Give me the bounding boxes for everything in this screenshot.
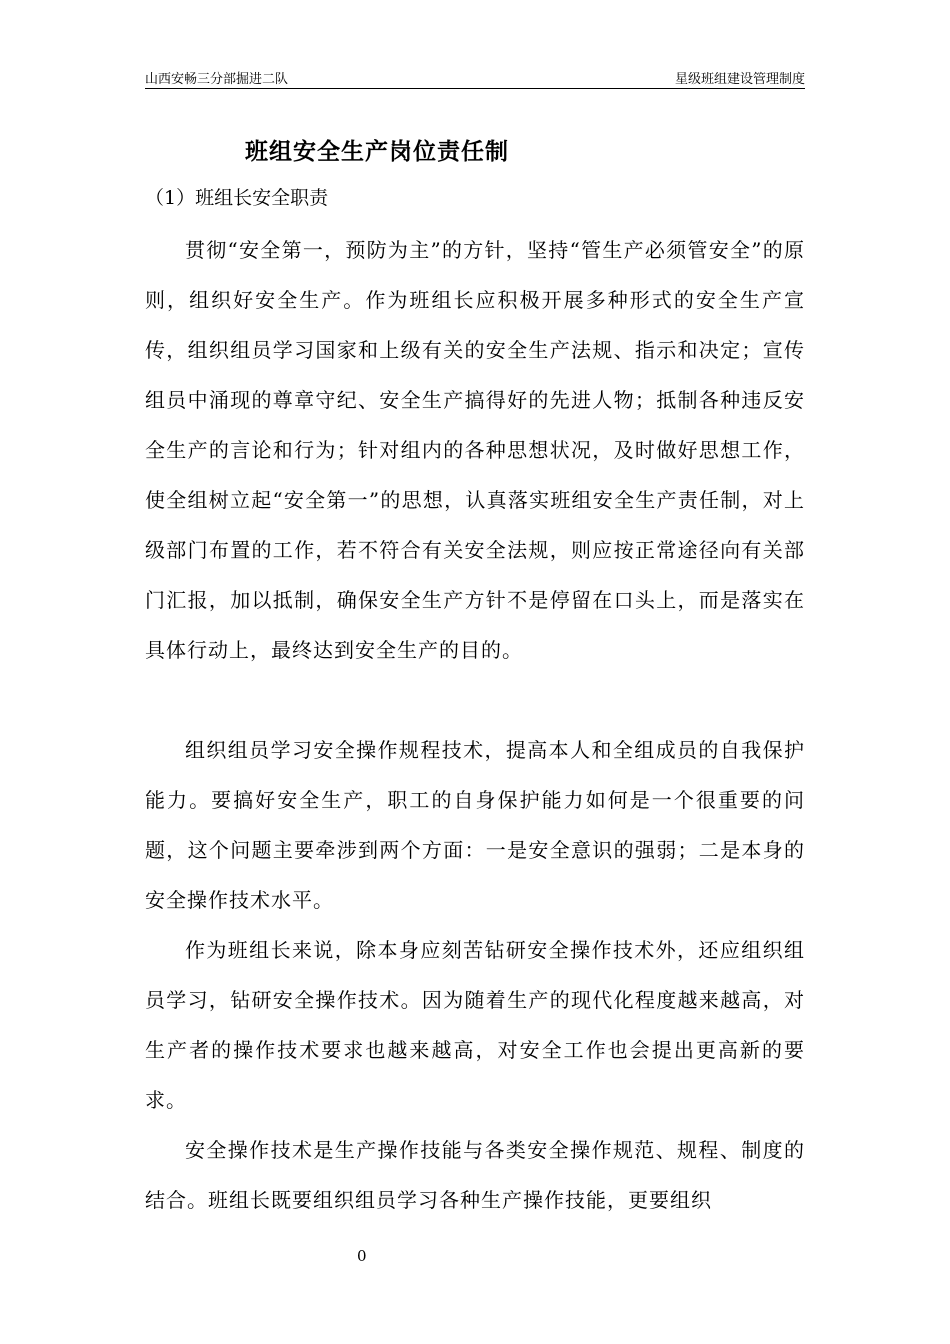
header-left-text: 山西安畅三分部掘进二队 — [145, 72, 289, 87]
paragraph-2: 组织组员学习安全操作规程技术，提高本人和全组成员的自我保护能力。要搞好安全生产，职工的自身保护能力如何是一个很重要的问题，这个问题主要牵涉到两个方面：一是安全意识的强弱；二是本身的安全操作技术水平。 — [145, 738, 805, 912]
paragraph-1: 贯彻“安全第一，预防为主”的方针，坚持“管生产必须管安全”的原则，组织好安全生产。作为班组长应积极开展多种形式的安全生产宣传，组织组员学习国家和上级有关的安全生产法规、指示和决定；宣传组员中涌现的尊章守纪、安全生产搞得好的先进人物；抵制各种违反安全生产的言论和行为；针对组内的各种思想状况，及时做好思想工作，使全组树立起“安全第一”的思想，认真落实班组安全生产责任制，对上级部门布置的工作，若不符合有关安全法规，则应按正常途径向有关部门汇报，加以抵制，确保安全生产方针不是停留在口头上，而是落实在具体行动上，最终达到安全生产的目的。 — [145, 238, 805, 662]
page-number: 0 — [357, 1247, 367, 1265]
page-header — [145, 66, 805, 89]
section-heading: （1）班组长安全职责 — [145, 187, 329, 209]
header-right-text: 星级班组建设管理制度 — [674, 72, 805, 87]
paragraph-3: 作为班组长来说，除本身应刻苦钻研安全操作技术外，还应组织组员学习，钻研安全操作技术。因为随着生产的现代化程度越来越高，对生产者的操作技术要求也越来越高，对安全工作也会提出更高新的要求。 — [145, 938, 805, 1112]
paragraph-4: 安全操作技术是生产操作技能与各类安全操作规范、规程、制度的结合。班组长既要组织组员学习各种生产操作技能，更要组织 — [145, 1138, 805, 1212]
document-title: 班组安全生产岗位责任制 — [245, 138, 509, 165]
